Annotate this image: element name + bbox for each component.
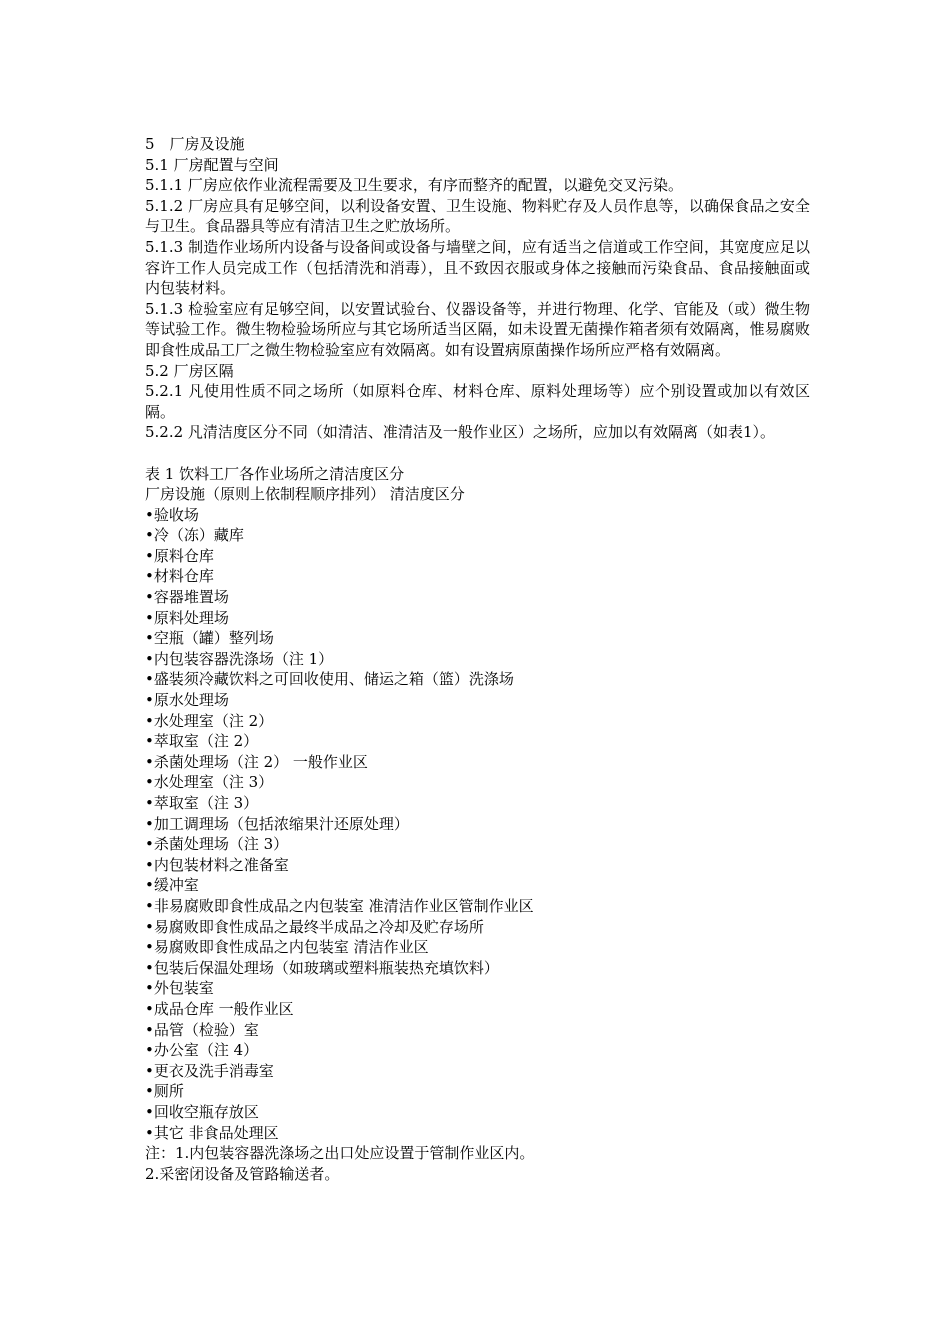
text-sections [145,134,810,443]
section-heading: 5.1 厂房配置与空间 [145,155,279,174]
table-item: •内包装容器洗涤场（注 1） [145,649,334,668]
table-item: •空瓶（罐）整列场 [145,629,274,648]
notes [145,1143,810,1184]
table-item-list [145,505,810,1143]
table-item: •外包装室 [145,979,214,998]
table-item: •内包装材料之准备室 [145,855,289,874]
table-item: •更衣及洗手消毒室 [145,1061,274,1080]
table-item: •验收场 [145,505,199,524]
table-item: •易腐败即食性成品之内包装室 清洁作业区 [145,938,429,957]
table-item: •非易腐败即食性成品之内包装室 准清洁作业区管制作业区 [145,896,534,915]
table-item: •杀菌处理场（注 3） [145,835,289,854]
section-paragraph: 5.2.1 凡使用性质不同之场所（如原料仓库、材料仓库、原料处理场等）应个别设置或加以有效区隔。 [145,382,810,421]
table-item: •水处理室（注 3） [145,773,274,792]
section-paragraph: 5.2.2 凡清洁度区分不同（如清洁、准清洁及一般作业区）之场所，应加以有效隔离（如表1）。 [145,423,775,442]
section-heading: 5.2 厂房区隔 [145,361,234,380]
note-line: 2.采密闭设备及管路输送者。 [145,1164,340,1183]
table-item: •容器堆置场 [145,588,229,607]
table-item: •回收空瓶存放区 [145,1102,259,1121]
blank-line [145,443,810,464]
table-item: •冷（冻）藏库 [145,526,244,545]
table-item: •材料仓库 [145,567,214,586]
table-item: •成品仓库 一般作业区 [145,999,294,1018]
table-item: •易腐败即食性成品之最终半成品之冷却及贮存场所 [145,917,484,936]
section-paragraph: 5.1.3 制造作业场所内设备与设备间或设备与墙壁之间，应有适当之信道或工作空间，其宽度应足以容许工作人员完成工作（包括清洗和消毒），且不致因衣服或身体之接触而污染食品、食品接触面或内包装材料。 [145,237,810,298]
section-paragraph: 5.1.1 厂房应依作业流程需要及卫生要求，有序而整齐的配置，以避免交叉污染。 [145,176,683,195]
note-line: 注：1.内包装容器洗涤场之出口处应设置于管制作业区内。 [145,1144,535,1163]
table-item: •盛装须冷藏饮料之可回收使用、储运之箱（篮）洗涤场 [145,670,514,689]
table-item: •萃取室（注 2） [145,732,259,751]
section-paragraph: 5.1.2 厂房应具有足够空间，以利设备安置、卫生设施、物料贮存及人员作息等，以确保食品之安全与卫生。食品器具等应有清洁卫生之贮放场所。 [145,196,810,236]
table-item: •原料处理场 [145,608,229,627]
table-item: •原料仓库 [145,546,214,565]
table-item: •杀菌处理场（注 2） 一般作业区 [145,752,368,771]
table-item: •原水处理场 [145,691,229,710]
table-item: •厕所 [145,1082,184,1101]
section-paragraph: 5.1.3 检验室应有足够空间，以安置试验台、仪器设备等，并进行物理、化学、官能及（或）微生物等试验工作。微生物检验场所应与其它场所适当区隔，如未设置无菌操作箱者须有效隔离，惟易腐败即食性成品工厂之微生物检验室应有效隔离。如有设置病原菌操作场所应严格有效隔离。 [145,299,810,359]
table-item: •加工调理场（包括浓缩果汁还原处理） [145,814,409,833]
table-item: •缓冲室 [145,876,199,895]
document-body [145,134,810,1184]
table-item: •包装后保温处理场（如玻璃或塑料瓶装热充填饮料） [145,958,499,977]
table-header: 厂房设施（原则上依制程顺序排列） 清洁度区分 [145,485,465,504]
table-item: •其它 非食品处理区 [145,1123,279,1142]
table-item: •萃取室（注 3） [145,794,259,812]
table-title: 表 1 饮料工厂各作业场所之清洁度区分 [145,464,405,483]
table-item: •水处理室（注 2） [145,711,274,730]
section-heading: 5 厂房及设施 [145,135,245,153]
table-item: •办公室（注 4） [145,1041,259,1060]
table-item: •品管（检验）室 [145,1020,259,1039]
